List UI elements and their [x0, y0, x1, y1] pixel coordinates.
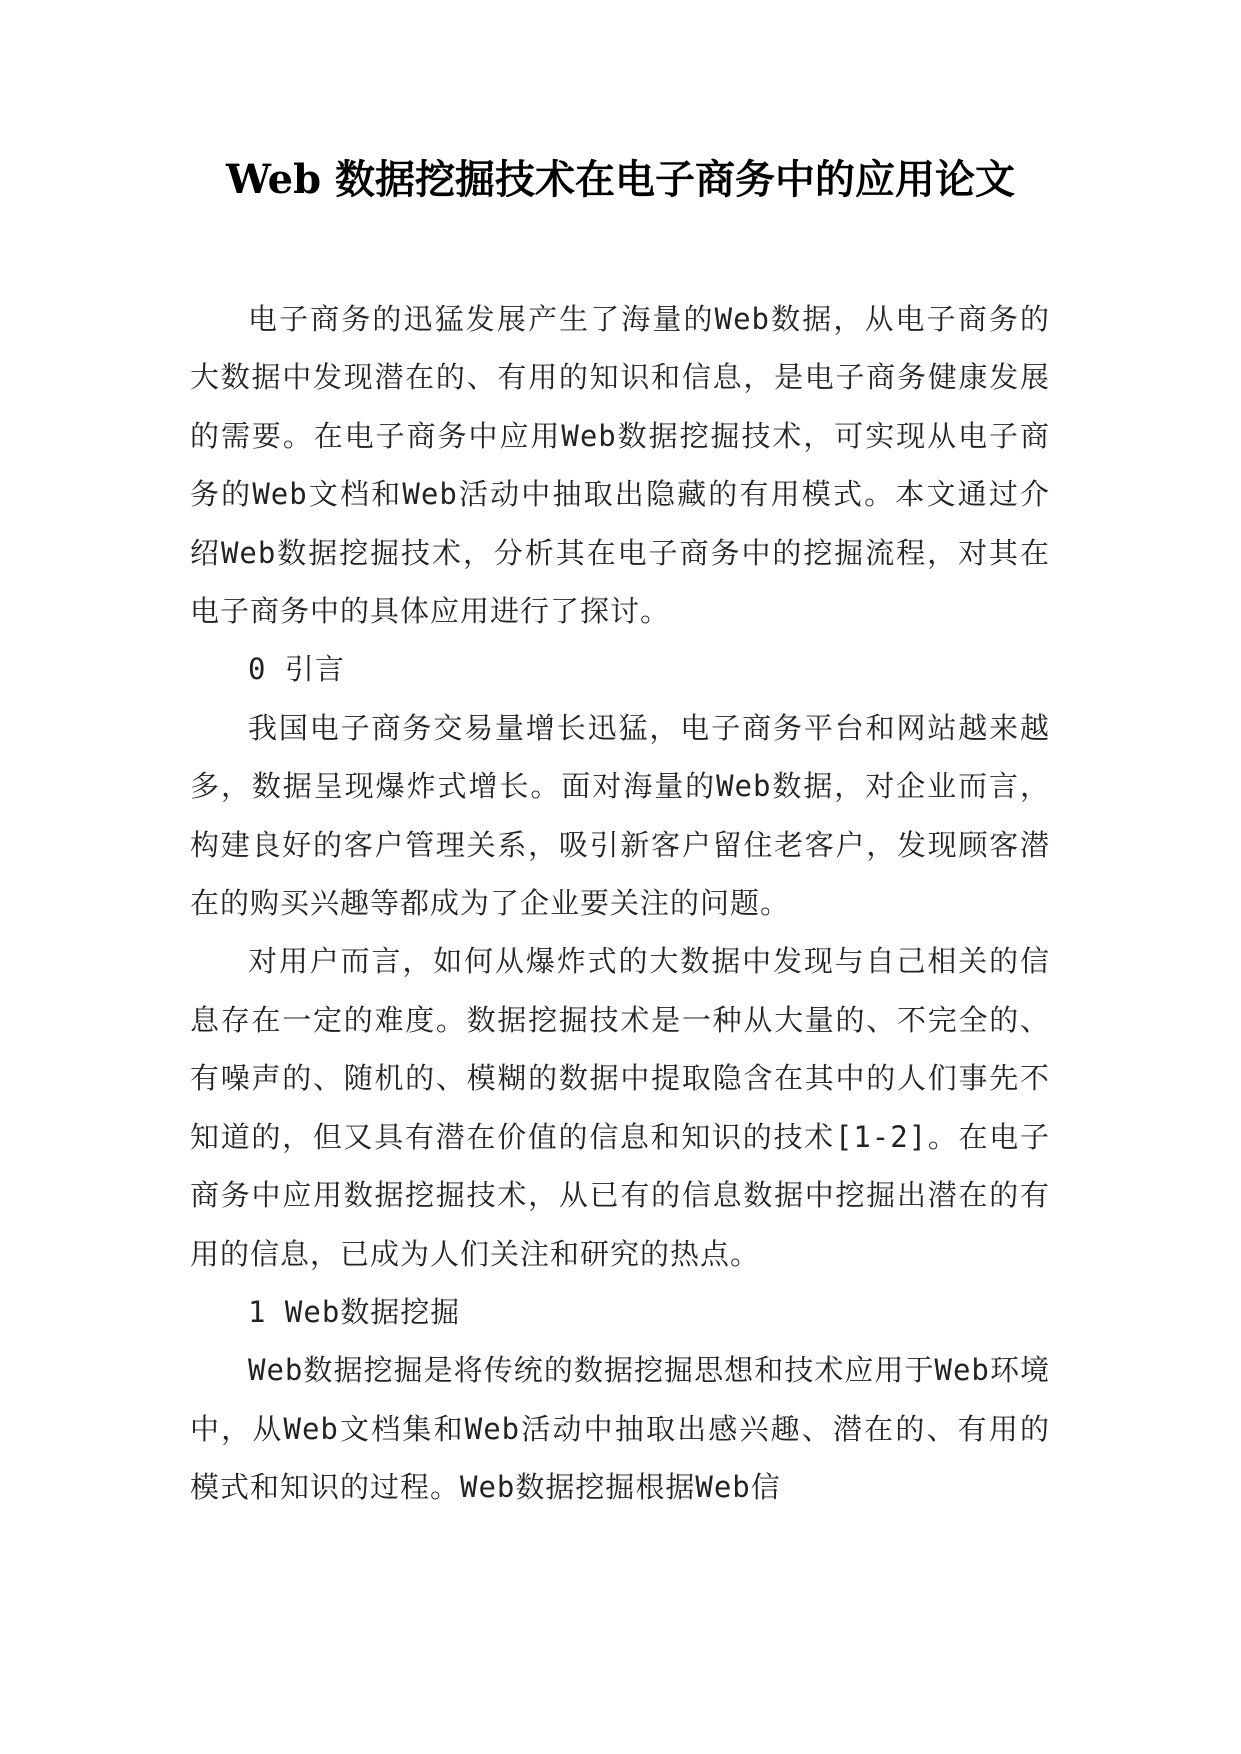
document-body	[190, 290, 1050, 1517]
section-heading-intro: 0 引言	[248, 652, 345, 687]
document-title: Web 数据挖掘技术在电子商务中的应用论文	[225, 156, 1015, 203]
section-heading-web-mining: 1 Web数据挖掘	[248, 1294, 461, 1329]
abstract-paragraph: 电子商务的迅猛发展产生了海量的Web数据，从电子商务的大数据中发现潜在的、有用的知识和信息，是电子商务健康发展的需要。在电子商务中应用Web数据挖掘技术，可实现从电子商务的Web文档和Web活动中抽取出隐藏的有用模式。本文通过介绍Web数据挖掘技术，分析其在电子商务中的挖掘流程，对其在电子商务中的具体应用进行了探讨。	[190, 302, 1050, 629]
body-paragraph: Web数据挖掘是将传统的数据挖掘思想和技术应用于Web环境中，从Web文档集和Web活动中抽取出感兴趣、潜在的、有用的模式和知识的过程。Web数据挖掘根据Web信	[190, 1353, 1050, 1505]
body-paragraph: 我国电子商务交易量增长迅猛，电子商务平台和网站越来越多，数据呈现爆炸式增长。面对海量的Web数据，对企业而言，构建良好的客户管理关系，吸引新客户留住老客户，发现顾客潜在的购买兴趣等都成为了企业要关注的问题。	[190, 710, 1050, 921]
body-paragraph: 对用户而言，如何从爆炸式的大数据中发现与自己相关的信息存在一定的难度。数据挖掘技术是一种从大量的、不完全的、有噪声的、随机的、模糊的数据中提取隐含在其中的人们事先不知道的，但又具有潜在价值的信息和知识的技术[1-2]。在电子商务中应用数据挖掘技术，从已有的信息数据中挖掘出潜在的有用的信息，已成为人们关注和研究的热点。	[190, 944, 1050, 1271]
